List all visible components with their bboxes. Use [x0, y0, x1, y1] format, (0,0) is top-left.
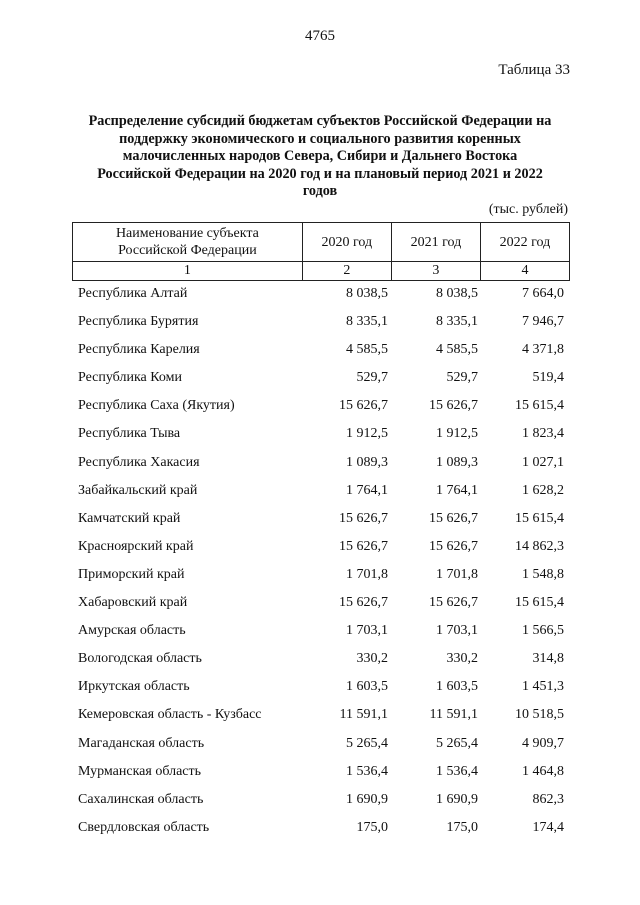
- value-2022: 10 518,5: [515, 707, 564, 723]
- region-name: Республика Коми: [78, 370, 182, 386]
- value-2022: 7 946,7: [522, 314, 564, 330]
- table-header: [72, 222, 570, 281]
- title-line: Распределение субсидий бюджетам субъектов Российской Федерации на: [88, 113, 552, 129]
- title-line: Российской Федерации на 2020 год и на плановый период 2021 и 2022: [97, 165, 543, 182]
- value-2020: 8 038,5: [346, 286, 388, 301]
- value-2021: 1 603,5: [436, 679, 478, 695]
- value-2021: 5 265,4: [436, 735, 478, 751]
- region-name: Приморский край: [78, 566, 185, 582]
- value-2020: 15 626,7: [339, 538, 388, 554]
- value-2020: 15 626,7: [339, 398, 388, 414]
- value-2020: 4 585,5: [346, 342, 388, 358]
- table-row: [72, 364, 570, 392]
- table-row: [72, 449, 570, 477]
- value-2022: 1 548,8: [522, 566, 564, 582]
- column-header-2021: 2021 год: [391, 223, 480, 262]
- table-row: [72, 505, 570, 533]
- value-2022: 862,3: [532, 791, 564, 807]
- table-row: [72, 308, 570, 336]
- table-row: [72, 336, 570, 364]
- value-2020: 1 603,5: [346, 679, 388, 695]
- value-2020: 330,2: [356, 651, 388, 667]
- column-header-name: [73, 223, 303, 262]
- table-row: [72, 392, 570, 420]
- value-2020: 11 591,1: [339, 707, 388, 723]
- value-2020: 5 265,4: [346, 735, 388, 751]
- region-name: Камчатский край: [78, 510, 181, 526]
- value-2021: 1 764,1: [436, 482, 478, 498]
- value-2021: 15 626,7: [429, 510, 478, 526]
- value-2020: 1 912,5: [346, 426, 388, 442]
- title-line: поддержку экономического и социального развития коренных: [119, 130, 521, 147]
- value-2021: 1 690,9: [436, 791, 478, 807]
- region-name: Республика Бурятия: [78, 314, 199, 330]
- region-name: Республика Алтай: [78, 286, 188, 301]
- value-2022: 14 862,3: [515, 538, 564, 554]
- header-name-line: Наименование субъекта: [115, 226, 259, 241]
- column-numbers-row: [73, 262, 570, 281]
- value-2021: 4 585,5: [436, 342, 478, 358]
- units-label: (тыс. рублей): [488, 202, 568, 217]
- column-number: 1: [73, 262, 303, 281]
- table-row: [72, 758, 570, 786]
- table-label: Таблица 33: [498, 62, 570, 78]
- table-row: [72, 477, 570, 505]
- column-header-2020: 2020 год: [302, 223, 391, 262]
- value-2022: 174,4: [532, 819, 564, 835]
- region-name: Сахалинская область: [78, 791, 204, 807]
- value-2021: 11 591,1: [429, 707, 478, 723]
- value-2022: 519,4: [532, 370, 564, 386]
- value-2022: 15 615,4: [515, 398, 564, 414]
- value-2022: 314,8: [532, 651, 564, 667]
- value-2020: 1 690,9: [346, 791, 388, 807]
- value-2020: 15 626,7: [339, 510, 388, 526]
- value-2022: 15 615,4: [515, 595, 564, 611]
- value-2022: 1 823,4: [522, 426, 564, 442]
- value-2020: 15 626,7: [339, 595, 388, 611]
- value-2022: 15 615,4: [515, 510, 564, 526]
- value-2020: 1 764,1: [346, 482, 388, 498]
- title-line: малочисленных народов Севера, Сибири и Дальнего Востока: [122, 148, 518, 164]
- value-2022: 7 664,0: [522, 286, 564, 301]
- value-2021: 1 703,1: [436, 623, 478, 639]
- value-2021: 1 536,4: [436, 763, 478, 779]
- table-row: [72, 673, 570, 701]
- value-2022: 1 628,2: [522, 482, 564, 498]
- value-2020: 175,0: [356, 819, 388, 835]
- page-number: 4765: [305, 28, 335, 44]
- table-row: [72, 533, 570, 561]
- region-name: Вологодская область: [78, 651, 202, 667]
- value-2020: 1 536,4: [346, 763, 388, 779]
- value-2020: 1 703,1: [346, 623, 388, 639]
- region-name: Амурская область: [78, 623, 186, 639]
- region-name: Хабаровский край: [78, 595, 188, 611]
- value-2021: 330,2: [446, 651, 478, 667]
- value-2021: 15 626,7: [429, 398, 478, 414]
- value-2021: 1 701,8: [436, 566, 478, 582]
- value-2021: 175,0: [446, 819, 478, 835]
- value-2022: 4 371,8: [522, 342, 564, 358]
- region-name: Республика Тыва: [78, 426, 181, 442]
- value-2021: 8 335,1: [436, 314, 478, 330]
- document-title: [68, 113, 572, 201]
- region-name: Республика Карелия: [78, 342, 200, 358]
- value-2020: 8 335,1: [346, 314, 388, 330]
- table-row: [72, 814, 570, 842]
- value-2022: 1 464,8: [522, 763, 564, 779]
- table-row: [72, 420, 570, 448]
- value-2021: 529,7: [446, 370, 478, 386]
- value-2020: 1 701,8: [346, 566, 388, 582]
- region-name: Забайкальский край: [78, 482, 198, 498]
- table-row: [72, 280, 570, 308]
- value-2021: 1 089,3: [436, 454, 478, 470]
- column-number: 4: [480, 262, 569, 281]
- table-row: [72, 730, 570, 758]
- region-name: Кемеровская область - Кузбасс: [78, 707, 262, 723]
- value-2021: 15 626,7: [429, 538, 478, 554]
- table-row: [72, 701, 570, 729]
- value-2020: 529,7: [356, 370, 388, 386]
- region-name: Иркутская область: [78, 679, 190, 695]
- region-name: Свердловская область: [78, 819, 210, 835]
- value-2021: 1 912,5: [436, 426, 478, 442]
- header-name-line: Российской Федерации: [118, 243, 257, 258]
- value-2022: 1 451,3: [522, 679, 564, 695]
- region-name: Мурманская область: [78, 763, 202, 779]
- table-body: [72, 280, 570, 842]
- column-number: 3: [391, 262, 480, 281]
- table-row: [72, 589, 570, 617]
- value-2022: 1 027,1: [522, 454, 564, 470]
- column-number: 2: [302, 262, 391, 281]
- title-line: годов: [302, 183, 338, 199]
- column-headers-row: [73, 223, 570, 262]
- region-name: Магаданская область: [78, 735, 205, 751]
- column-header-2022: 2022 год: [480, 223, 569, 262]
- region-name: Республика Саха (Якутия): [78, 398, 235, 414]
- table-row: [72, 561, 570, 589]
- value-2020: 1 089,3: [346, 454, 388, 470]
- value-2022: 1 566,5: [522, 623, 564, 639]
- table-row: [72, 786, 570, 814]
- value-2022: 4 909,7: [522, 735, 564, 751]
- region-name: Республика Хакасия: [78, 454, 200, 470]
- table-row: [72, 617, 570, 645]
- table-row: [72, 645, 570, 673]
- value-2021: 8 038,5: [436, 286, 478, 301]
- value-2021: 15 626,7: [429, 595, 478, 611]
- region-name: Красноярский край: [78, 538, 194, 554]
